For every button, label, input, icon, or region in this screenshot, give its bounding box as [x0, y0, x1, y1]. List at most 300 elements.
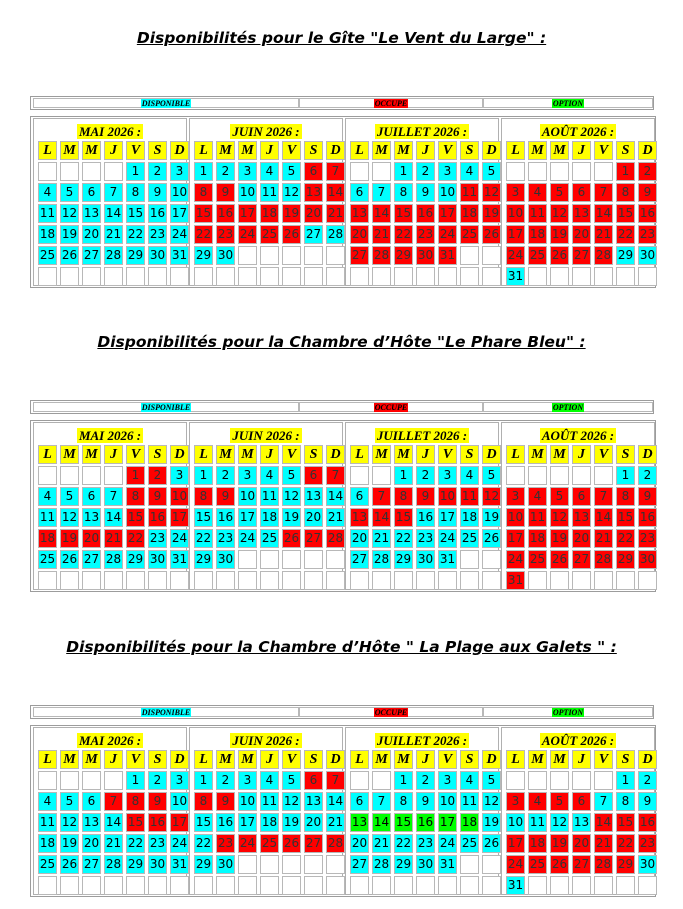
day-cell-available[interactable]: 23: [416, 834, 435, 853]
day-cell-occupied[interactable]: 6: [304, 162, 323, 181]
day-cell-available[interactable]: 6: [82, 792, 101, 811]
day-cell-occupied[interactable]: 4: [528, 487, 547, 506]
day-cell-occupied[interactable]: 30: [638, 550, 657, 569]
day-cell-available[interactable]: 11: [38, 204, 57, 223]
day-cell-occupied[interactable]: 22: [616, 225, 635, 244]
day-cell-available[interactable]: 11: [260, 183, 279, 202]
day-cell-available[interactable]: 13: [82, 508, 101, 527]
day-cell-occupied[interactable]: 23: [216, 834, 235, 853]
day-cell-occupied[interactable]: 18: [460, 204, 479, 223]
day-cell-occupied[interactable]: 19: [550, 529, 569, 548]
day-cell-available[interactable]: 20: [350, 529, 369, 548]
day-cell-available[interactable]: 28: [372, 855, 391, 874]
day-cell-available[interactable]: 29: [126, 550, 145, 569]
day-cell-available[interactable]: 13: [82, 204, 101, 223]
day-cell-available[interactable]: 5: [282, 162, 301, 181]
day-cell-occupied[interactable]: 28: [326, 529, 345, 548]
day-cell-available[interactable]: 26: [482, 529, 501, 548]
day-cell-occupied[interactable]: 7: [372, 487, 391, 506]
day-cell-available[interactable]: 25: [38, 246, 57, 265]
day-cell-available[interactable]: 30: [416, 550, 435, 569]
day-cell-occupied[interactable]: 10: [506, 204, 525, 223]
day-cell-available[interactable]: 21: [104, 225, 123, 244]
day-cell-occupied[interactable]: 8: [126, 487, 145, 506]
day-cell-available[interactable]: 31: [438, 855, 457, 874]
day-cell-occupied[interactable]: 8: [616, 487, 635, 506]
day-cell-occupied[interactable]: 7: [326, 771, 345, 790]
day-cell-available[interactable]: 30: [216, 550, 235, 569]
day-cell-occupied[interactable]: 25: [260, 225, 279, 244]
day-cell-available[interactable]: 8: [394, 183, 413, 202]
day-cell-available[interactable]: 14: [326, 792, 345, 811]
day-cell-option[interactable]: 15: [394, 813, 413, 832]
day-cell-occupied[interactable]: 6: [304, 771, 323, 790]
day-cell-available[interactable]: 18: [460, 508, 479, 527]
day-cell-occupied[interactable]: 15: [616, 508, 635, 527]
day-cell-available[interactable]: 23: [416, 529, 435, 548]
day-cell-available[interactable]: 1: [126, 771, 145, 790]
day-cell-available[interactable]: 1: [394, 162, 413, 181]
day-cell-available[interactable]: 30: [416, 855, 435, 874]
day-cell-available[interactable]: 4: [460, 162, 479, 181]
day-cell-available[interactable]: 29: [126, 855, 145, 874]
day-cell-available[interactable]: 21: [372, 529, 391, 548]
day-cell-occupied[interactable]: 8: [394, 487, 413, 506]
day-cell-occupied[interactable]: 18: [528, 529, 547, 548]
day-cell-available[interactable]: 13: [572, 813, 591, 832]
day-cell-occupied[interactable]: 7: [104, 792, 123, 811]
day-cell-occupied[interactable]: 19: [550, 834, 569, 853]
day-cell-available[interactable]: 5: [282, 466, 301, 485]
day-cell-available[interactable]: 14: [104, 508, 123, 527]
day-cell-available[interactable]: 4: [260, 162, 279, 181]
day-cell-available[interactable]: 19: [282, 508, 301, 527]
day-cell-occupied[interactable]: 21: [104, 529, 123, 548]
day-cell-occupied[interactable]: 28: [594, 550, 613, 569]
day-cell-occupied[interactable]: 26: [550, 855, 569, 874]
day-cell-available[interactable]: 29: [394, 550, 413, 569]
day-cell-available[interactable]: 22: [194, 834, 213, 853]
day-cell-available[interactable]: 10: [238, 792, 257, 811]
day-cell-occupied[interactable]: 20: [572, 834, 591, 853]
day-cell-available[interactable]: 17: [438, 508, 457, 527]
day-cell-available[interactable]: 5: [482, 466, 501, 485]
day-cell-occupied[interactable]: 20: [572, 529, 591, 548]
day-cell-available[interactable]: 13: [304, 487, 323, 506]
day-cell-available[interactable]: 22: [126, 834, 145, 853]
day-cell-available[interactable]: 7: [104, 183, 123, 202]
day-cell-available[interactable]: 1: [394, 466, 413, 485]
day-cell-available[interactable]: 24: [170, 834, 189, 853]
day-cell-available[interactable]: 20: [304, 813, 323, 832]
day-cell-available[interactable]: 10: [238, 487, 257, 506]
day-cell-available[interactable]: 25: [460, 834, 479, 853]
day-cell-available[interactable]: 9: [416, 183, 435, 202]
day-cell-available[interactable]: 8: [616, 792, 635, 811]
day-cell-available[interactable]: 16: [216, 508, 235, 527]
day-cell-occupied[interactable]: 26: [282, 834, 301, 853]
day-cell-occupied[interactable]: 19: [482, 204, 501, 223]
day-cell-available[interactable]: 24: [170, 529, 189, 548]
day-cell-occupied[interactable]: 6: [572, 487, 591, 506]
day-cell-available[interactable]: 25: [38, 855, 57, 874]
day-cell-available[interactable]: 23: [148, 529, 167, 548]
day-cell-occupied[interactable]: 25: [260, 834, 279, 853]
day-cell-occupied[interactable]: 19: [282, 204, 301, 223]
day-cell-occupied[interactable]: 19: [60, 529, 79, 548]
day-cell-occupied[interactable]: 28: [594, 855, 613, 874]
day-cell-occupied[interactable]: 4: [528, 792, 547, 811]
day-cell-occupied[interactable]: 9: [416, 487, 435, 506]
day-cell-available[interactable]: 22: [394, 529, 413, 548]
day-cell-available[interactable]: 26: [60, 550, 79, 569]
day-cell-occupied[interactable]: 22: [194, 225, 213, 244]
day-cell-occupied[interactable]: 3: [506, 183, 525, 202]
day-cell-available[interactable]: 29: [194, 855, 213, 874]
day-cell-occupied[interactable]: 12: [482, 487, 501, 506]
day-cell-available[interactable]: 3: [170, 771, 189, 790]
day-cell-occupied[interactable]: 18: [528, 834, 547, 853]
day-cell-occupied[interactable]: 15: [194, 204, 213, 223]
day-cell-occupied[interactable]: 8: [616, 183, 635, 202]
day-cell-occupied[interactable]: 10: [438, 487, 457, 506]
day-cell-occupied[interactable]: 22: [616, 834, 635, 853]
day-cell-available[interactable]: 7: [594, 792, 613, 811]
day-cell-occupied[interactable]: 11: [460, 487, 479, 506]
day-cell-available[interactable]: 30: [148, 855, 167, 874]
day-cell-available[interactable]: 2: [416, 771, 435, 790]
day-cell-available[interactable]: 12: [482, 792, 501, 811]
day-cell-occupied[interactable]: 10: [506, 508, 525, 527]
day-cell-available[interactable]: 29: [126, 246, 145, 265]
day-cell-occupied[interactable]: 20: [350, 225, 369, 244]
day-cell-available[interactable]: 31: [170, 550, 189, 569]
day-cell-available[interactable]: 9: [416, 792, 435, 811]
day-cell-occupied[interactable]: 16: [638, 508, 657, 527]
day-cell-occupied[interactable]: 7: [594, 183, 613, 202]
day-cell-available[interactable]: 2: [416, 466, 435, 485]
day-cell-occupied[interactable]: 23: [638, 225, 657, 244]
day-cell-occupied[interactable]: 23: [638, 834, 657, 853]
day-cell-available[interactable]: 25: [38, 550, 57, 569]
day-cell-available[interactable]: 21: [326, 508, 345, 527]
day-cell-occupied[interactable]: 27: [572, 855, 591, 874]
day-cell-available[interactable]: 11: [260, 487, 279, 506]
day-cell-occupied[interactable]: 26: [550, 246, 569, 265]
day-cell-occupied[interactable]: 17: [170, 813, 189, 832]
day-cell-occupied[interactable]: 23: [638, 529, 657, 548]
day-cell-available[interactable]: 18: [38, 834, 57, 853]
day-cell-occupied[interactable]: 15: [126, 508, 145, 527]
day-cell-available[interactable]: 7: [372, 792, 391, 811]
day-cell-available[interactable]: 24: [238, 529, 257, 548]
day-cell-occupied[interactable]: 18: [260, 204, 279, 223]
day-cell-available[interactable]: 10: [170, 792, 189, 811]
day-cell-available[interactable]: 9: [638, 792, 657, 811]
day-cell-available[interactable]: 27: [82, 246, 101, 265]
day-cell-available[interactable]: 1: [194, 162, 213, 181]
day-cell-available[interactable]: 29: [616, 246, 635, 265]
day-cell-occupied[interactable]: 15: [394, 204, 413, 223]
day-cell-available[interactable]: 12: [550, 813, 569, 832]
day-cell-available[interactable]: 28: [104, 550, 123, 569]
day-cell-available[interactable]: 31: [506, 267, 525, 286]
day-cell-available[interactable]: 29: [194, 550, 213, 569]
day-cell-occupied[interactable]: 12: [550, 508, 569, 527]
day-cell-occupied[interactable]: 12: [482, 183, 501, 202]
day-cell-occupied[interactable]: 23: [216, 225, 235, 244]
day-cell-available[interactable]: 13: [82, 813, 101, 832]
day-cell-occupied[interactable]: 9: [638, 183, 657, 202]
day-cell-available[interactable]: 21: [326, 813, 345, 832]
day-cell-occupied[interactable]: 25: [460, 225, 479, 244]
day-cell-available[interactable]: 2: [148, 771, 167, 790]
day-cell-option[interactable]: 14: [372, 813, 391, 832]
day-cell-occupied[interactable]: 31: [506, 571, 525, 590]
day-cell-occupied[interactable]: 25: [528, 550, 547, 569]
day-cell-available[interactable]: 21: [372, 834, 391, 853]
day-cell-available[interactable]: 6: [350, 792, 369, 811]
day-cell-available[interactable]: 29: [194, 246, 213, 265]
day-cell-available[interactable]: 24: [170, 225, 189, 244]
day-cell-occupied[interactable]: 26: [482, 225, 501, 244]
day-cell-available[interactable]: 19: [482, 508, 501, 527]
day-cell-occupied[interactable]: 12: [550, 204, 569, 223]
day-cell-occupied[interactable]: 8: [194, 487, 213, 506]
day-cell-occupied[interactable]: 20: [304, 204, 323, 223]
day-cell-available[interactable]: 11: [528, 813, 547, 832]
day-cell-available[interactable]: 11: [260, 792, 279, 811]
day-cell-occupied[interactable]: 26: [282, 225, 301, 244]
day-cell-occupied[interactable]: 21: [594, 529, 613, 548]
day-cell-available[interactable]: 17: [238, 508, 257, 527]
day-cell-available[interactable]: 7: [372, 183, 391, 202]
day-cell-available[interactable]: 3: [438, 771, 457, 790]
day-cell-available[interactable]: 28: [104, 855, 123, 874]
day-cell-option[interactable]: 17: [438, 813, 457, 832]
day-cell-available[interactable]: 15: [194, 508, 213, 527]
day-cell-available[interactable]: 3: [438, 162, 457, 181]
day-cell-available[interactable]: 1: [616, 466, 635, 485]
day-cell-available[interactable]: 12: [60, 204, 79, 223]
day-cell-occupied[interactable]: 22: [126, 529, 145, 548]
day-cell-occupied[interactable]: 3: [506, 487, 525, 506]
day-cell-available[interactable]: 1: [194, 466, 213, 485]
day-cell-occupied[interactable]: 25: [528, 246, 547, 265]
day-cell-available[interactable]: 7: [104, 487, 123, 506]
day-cell-occupied[interactable]: 13: [572, 508, 591, 527]
day-cell-occupied[interactable]: 4: [528, 183, 547, 202]
day-cell-available[interactable]: 3: [170, 466, 189, 485]
day-cell-available[interactable]: 20: [82, 834, 101, 853]
day-cell-occupied[interactable]: 26: [282, 529, 301, 548]
day-cell-available[interactable]: 12: [60, 813, 79, 832]
day-cell-occupied[interactable]: 14: [594, 204, 613, 223]
day-cell-available[interactable]: 10: [438, 183, 457, 202]
day-cell-available[interactable]: 22: [126, 225, 145, 244]
day-cell-occupied[interactable]: 13: [350, 508, 369, 527]
day-cell-available[interactable]: 27: [82, 855, 101, 874]
day-cell-occupied[interactable]: 9: [148, 487, 167, 506]
day-cell-available[interactable]: 1: [394, 771, 413, 790]
day-cell-available[interactable]: 3: [438, 466, 457, 485]
day-cell-occupied[interactable]: 9: [216, 183, 235, 202]
day-cell-available[interactable]: 24: [438, 834, 457, 853]
day-cell-occupied[interactable]: 24: [506, 246, 525, 265]
day-cell-available[interactable]: 27: [350, 855, 369, 874]
day-cell-available[interactable]: 19: [482, 813, 501, 832]
day-cell-occupied[interactable]: 11: [528, 204, 547, 223]
day-cell-occupied[interactable]: 27: [304, 529, 323, 548]
day-cell-available[interactable]: 10: [238, 183, 257, 202]
day-cell-available[interactable]: 22: [394, 834, 413, 853]
day-cell-occupied[interactable]: 7: [326, 162, 345, 181]
day-cell-occupied[interactable]: 17: [506, 834, 525, 853]
day-cell-occupied[interactable]: 3: [506, 792, 525, 811]
day-cell-available[interactable]: 10: [438, 792, 457, 811]
day-cell-available[interactable]: 26: [60, 246, 79, 265]
day-cell-available[interactable]: 5: [60, 183, 79, 202]
day-cell-occupied[interactable]: 13: [304, 183, 323, 202]
day-cell-available[interactable]: 3: [238, 162, 257, 181]
day-cell-available[interactable]: 2: [638, 466, 657, 485]
day-cell-occupied[interactable]: 29: [616, 855, 635, 874]
day-cell-available[interactable]: 22: [194, 529, 213, 548]
day-cell-occupied[interactable]: 27: [572, 550, 591, 569]
day-cell-available[interactable]: 31: [506, 876, 525, 895]
day-cell-available[interactable]: 18: [260, 813, 279, 832]
day-cell-occupied[interactable]: 17: [438, 204, 457, 223]
day-cell-available[interactable]: 29: [394, 855, 413, 874]
day-cell-occupied[interactable]: 14: [594, 813, 613, 832]
day-cell-option[interactable]: 16: [416, 813, 435, 832]
day-cell-available[interactable]: 24: [438, 529, 457, 548]
day-cell-occupied[interactable]: 17: [170, 508, 189, 527]
day-cell-occupied[interactable]: 7: [594, 487, 613, 506]
day-cell-available[interactable]: 4: [38, 487, 57, 506]
day-cell-occupied[interactable]: 6: [304, 466, 323, 485]
day-cell-available[interactable]: 12: [60, 508, 79, 527]
day-cell-occupied[interactable]: 6: [572, 792, 591, 811]
day-cell-option[interactable]: 18: [460, 813, 479, 832]
day-cell-available[interactable]: 12: [282, 487, 301, 506]
day-cell-available[interactable]: 28: [104, 246, 123, 265]
day-cell-available[interactable]: 26: [60, 855, 79, 874]
day-cell-occupied[interactable]: 9: [148, 792, 167, 811]
day-cell-occupied[interactable]: 21: [326, 204, 345, 223]
day-cell-available[interactable]: 19: [60, 225, 79, 244]
day-cell-available[interactable]: 15: [194, 813, 213, 832]
day-cell-occupied[interactable]: 25: [528, 855, 547, 874]
day-cell-occupied[interactable]: 7: [326, 466, 345, 485]
day-cell-occupied[interactable]: 26: [550, 550, 569, 569]
day-cell-occupied[interactable]: 21: [594, 225, 613, 244]
day-cell-occupied[interactable]: 8: [126, 792, 145, 811]
day-cell-occupied[interactable]: 17: [506, 225, 525, 244]
day-cell-occupied[interactable]: 15: [616, 204, 635, 223]
day-cell-available[interactable]: 6: [350, 487, 369, 506]
day-cell-available[interactable]: 16: [148, 204, 167, 223]
day-cell-occupied[interactable]: 14: [372, 508, 391, 527]
day-cell-available[interactable]: 27: [304, 225, 323, 244]
day-cell-available[interactable]: 21: [104, 834, 123, 853]
day-cell-available[interactable]: 16: [216, 813, 235, 832]
day-cell-occupied[interactable]: 17: [506, 529, 525, 548]
day-cell-occupied[interactable]: 21: [372, 225, 391, 244]
day-cell-occupied[interactable]: 20: [572, 225, 591, 244]
day-cell-occupied[interactable]: 16: [638, 204, 657, 223]
day-cell-occupied[interactable]: 2: [148, 466, 167, 485]
day-cell-occupied[interactable]: 24: [438, 225, 457, 244]
day-cell-available[interactable]: 5: [282, 771, 301, 790]
day-cell-occupied[interactable]: 1: [616, 162, 635, 181]
day-cell-available[interactable]: 4: [460, 771, 479, 790]
day-cell-available[interactable]: 1: [126, 162, 145, 181]
day-cell-occupied[interactable]: 15: [126, 813, 145, 832]
day-cell-occupied[interactable]: 5: [550, 183, 569, 202]
day-cell-occupied[interactable]: 28: [594, 246, 613, 265]
day-cell-option[interactable]: 13: [350, 813, 369, 832]
day-cell-occupied[interactable]: 24: [506, 855, 525, 874]
day-cell-available[interactable]: 25: [460, 529, 479, 548]
day-cell-available[interactable]: 5: [482, 162, 501, 181]
day-cell-available[interactable]: 23: [216, 529, 235, 548]
day-cell-available[interactable]: 2: [148, 162, 167, 181]
day-cell-available[interactable]: 3: [170, 162, 189, 181]
day-cell-occupied[interactable]: 13: [350, 204, 369, 223]
day-cell-available[interactable]: 15: [126, 204, 145, 223]
day-cell-occupied[interactable]: 22: [394, 225, 413, 244]
day-cell-available[interactable]: 3: [238, 466, 257, 485]
day-cell-available[interactable]: 19: [282, 813, 301, 832]
day-cell-available[interactable]: 8: [394, 792, 413, 811]
day-cell-available[interactable]: 2: [216, 771, 235, 790]
day-cell-occupied[interactable]: 8: [194, 792, 213, 811]
day-cell-available[interactable]: 18: [38, 225, 57, 244]
day-cell-available[interactable]: 19: [60, 834, 79, 853]
day-cell-occupied[interactable]: 11: [460, 183, 479, 202]
day-cell-available[interactable]: 12: [282, 183, 301, 202]
day-cell-available[interactable]: 5: [60, 792, 79, 811]
day-cell-occupied[interactable]: 14: [372, 204, 391, 223]
day-cell-occupied[interactable]: 16: [416, 204, 435, 223]
day-cell-occupied[interactable]: 22: [616, 529, 635, 548]
day-cell-available[interactable]: 4: [460, 466, 479, 485]
day-cell-available[interactable]: 18: [260, 508, 279, 527]
day-cell-occupied[interactable]: 24: [238, 834, 257, 853]
day-cell-occupied[interactable]: 30: [416, 246, 435, 265]
day-cell-occupied[interactable]: 13: [572, 204, 591, 223]
day-cell-available[interactable]: 6: [350, 183, 369, 202]
day-cell-occupied[interactable]: 2: [638, 162, 657, 181]
day-cell-occupied[interactable]: 18: [528, 225, 547, 244]
day-cell-available[interactable]: 10: [506, 813, 525, 832]
day-cell-occupied[interactable]: 18: [38, 529, 57, 548]
day-cell-occupied[interactable]: 15: [394, 508, 413, 527]
day-cell-occupied[interactable]: 28: [372, 246, 391, 265]
day-cell-available[interactable]: 6: [82, 183, 101, 202]
day-cell-available[interactable]: 2: [638, 771, 657, 790]
day-cell-available[interactable]: 3: [238, 771, 257, 790]
day-cell-available[interactable]: 31: [170, 855, 189, 874]
day-cell-available[interactable]: 8: [126, 183, 145, 202]
day-cell-occupied[interactable]: 17: [238, 204, 257, 223]
day-cell-available[interactable]: 6: [82, 487, 101, 506]
day-cell-available[interactable]: 16: [416, 508, 435, 527]
day-cell-available[interactable]: 30: [638, 855, 657, 874]
day-cell-available[interactable]: 26: [482, 834, 501, 853]
day-cell-occupied[interactable]: 15: [616, 813, 635, 832]
